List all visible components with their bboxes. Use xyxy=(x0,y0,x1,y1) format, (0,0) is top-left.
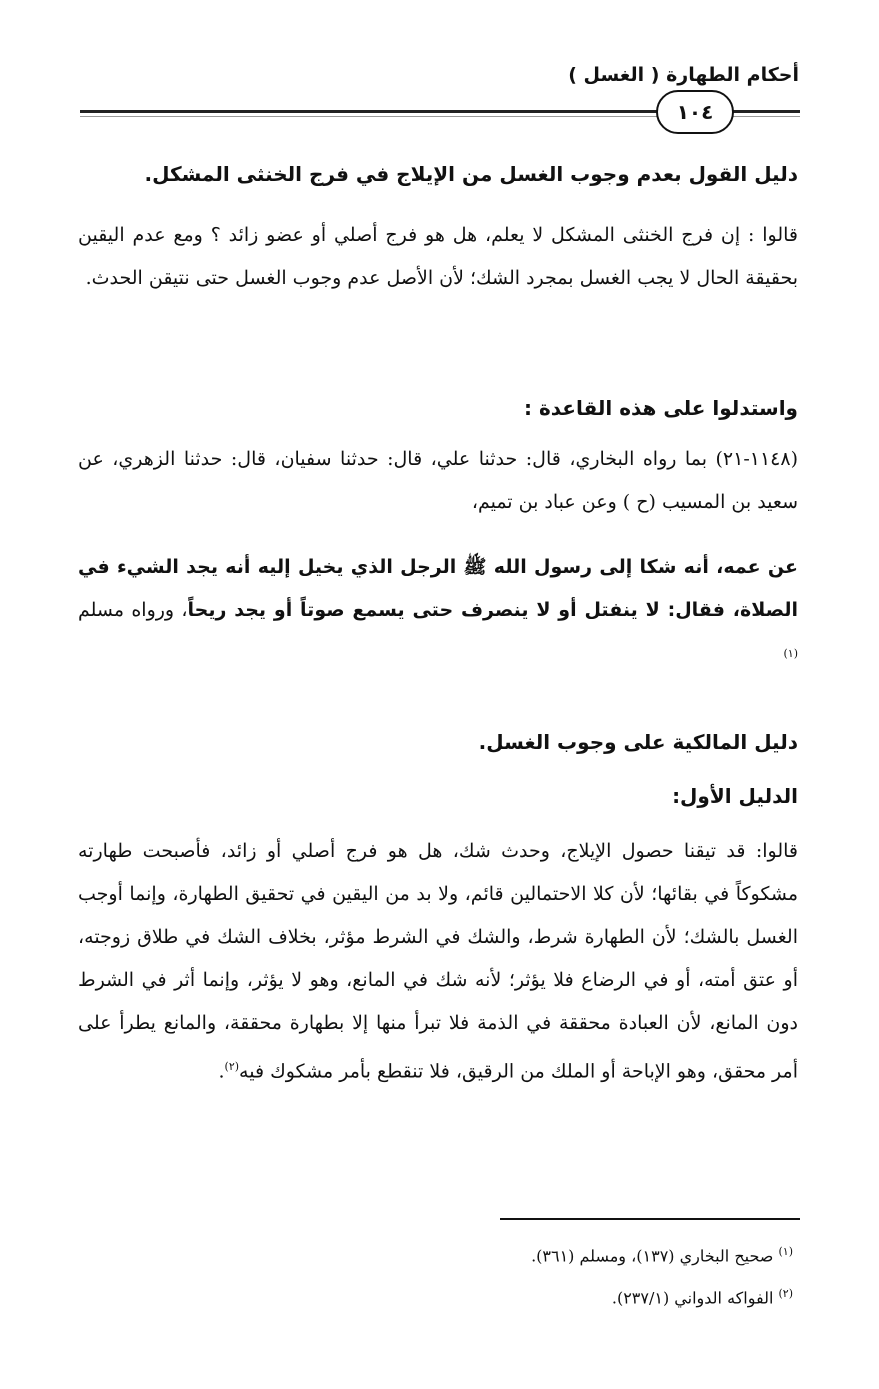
paragraph-hadith-text xyxy=(78,546,798,680)
page-number: ١٠٤ xyxy=(656,90,734,134)
footnote-text: الفواكه الدواني (٢٣٧/١). xyxy=(611,1288,774,1308)
hadith-tail: ، ورواه مسلم xyxy=(78,599,188,621)
footnote-text: صحيح البخاري (١٣٧)، ومسلم (٣٦١). xyxy=(531,1246,774,1266)
hadith-text: عن عمه، أنه شكا إلى رسول الله ﷺ الرجل الذي يخيل إليه أنه يجد الشيء في الصلاة، فقال: لا ينفتل أو لا ينصرف حتى يسمع صوتاً أو يجد ريحاً xyxy=(78,556,798,621)
section-heading-khuntha: دليل القول بعدم وجوب الغسل من الإيلاج في فرج الخنثى المشكل. xyxy=(144,162,798,186)
footnote-marker: (١) xyxy=(783,647,798,660)
running-header-title: أحكام الطهارة ( الغسل ) xyxy=(568,64,799,86)
paragraph-text: قالوا: قد تيقنا حصول الإيلاج، وحدث شك، هل هو فرج أصلي أو زائد، فأصبحت طهارته مشكوكاً في بقائها؛ لأن كلا الاحتمالين قائم، ولا بد من اليقين في تحقيق الطهارة، وإنما أوجب الغسل بالشك؛ لأن الطهارة شرط، والشك في الشرط مؤثر، بخلاف الشك في طلاق زوجته، أو عتق أمته، أو في الرضاع فلا يؤثر؛ لأنه شك في المانع، وهو لا يؤثر، وإنما أثر في الشرط دون المانع، لأن العبادة محققة في الذمة فلا تبرأ منها إلا بطهارة محققة، والمانع يطرأ على أمر محقق، وهو الإباحة أو الملك من الرقيق، فلا تنقطع بأمر مشكوك فيه xyxy=(78,840,798,1083)
paragraph-malikiyya-argument xyxy=(78,830,798,1093)
footnote-1 xyxy=(193,1240,793,1268)
paragraph-end: . xyxy=(218,1060,225,1083)
section-heading-malikiyya: دليل المالكية على وجوب الغسل. xyxy=(478,730,798,754)
footnote-marker: (٢) xyxy=(224,1060,240,1073)
footnote-2 xyxy=(193,1282,793,1310)
footnote-marker: (١) xyxy=(778,1245,793,1258)
footnote-rule xyxy=(500,1218,800,1220)
paragraph-khuntha-argument: قالوا : إن فرج الخنثى المشكل لا يعلم، هل هو فرج أصلي أو عضو زائد ؟ ومع عدم اليقين بحقيقة الحال لا يجب الغسل بمجرد الشك؛ لأن الأصل عدم وجوب الغسل حتى نتيقن الحدث. xyxy=(78,224,798,289)
section-heading-qaida: واستدلوا على هذه القاعدة : xyxy=(523,396,798,420)
paragraph-hadith-chain: (١١٤٨-٢١) بما رواه البخاري، قال: حدثنا علي، قال: حدثنا سفيان، قال: حدثنا الزهري، عن سعيد بن المسيب (ح ) وعن عباد بن تميم، xyxy=(78,448,798,513)
footnote-marker: (٢) xyxy=(778,1287,793,1300)
subheading-first-evidence: الدليل الأول: xyxy=(672,784,798,808)
